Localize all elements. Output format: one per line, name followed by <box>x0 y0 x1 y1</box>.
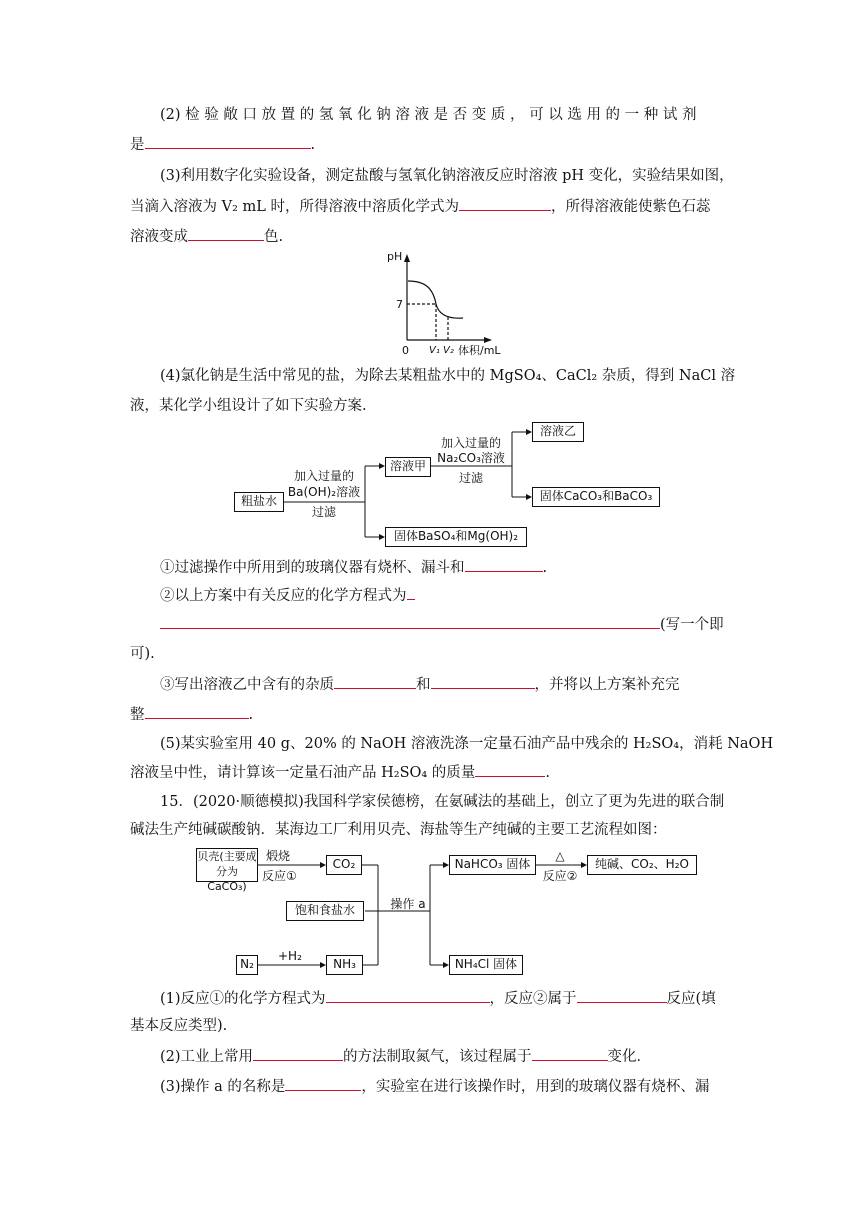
label-step2-c: 过滤 <box>458 471 483 485</box>
box-nahco3: NaHCO₃ 固体 <box>449 855 536 875</box>
q15-line2: 碱法生产纯碱碳酸钠．某海边工厂利用贝壳、海盐等生产纯碱的主要工艺流程如图： <box>130 822 667 838</box>
graph-v1: V₁ <box>429 345 440 356</box>
box-solution-jia: 溶液甲 <box>385 457 431 477</box>
q14-sub2-line2: (写一个即 <box>160 614 724 635</box>
label-heat-delta: △ <box>555 849 565 863</box>
answer-blank[interactable] <box>253 1046 343 1061</box>
q15-part3: (3)操作 a 的名称是 ，实验室在进行该操作时，用到的玻璃仪器有烧杯、漏 <box>160 1076 709 1097</box>
graph-y7: 7 <box>396 298 403 311</box>
box-product: 纯碱、CO₂、H₂O <box>587 855 697 875</box>
label-h2: +H₂ <box>278 949 302 963</box>
box-raw-brine: 粗盐水 <box>234 492 284 512</box>
answer-blank[interactable] <box>285 1076 361 1091</box>
q14-part3-line2: 当滴入溶液为 V₂ mL 时，所得溶液中溶质化学式为 ，所得溶液能使紫色石蕊 <box>130 196 711 217</box>
q15-part1-line2: 基本反应类型). <box>130 1018 228 1034</box>
q14-sub2: ②以上方案中有关反应的化学方程式为 <box>160 585 415 606</box>
box-nh4cl: NH₄Cl 固体 <box>449 955 523 975</box>
box-solid-1: 固体BaSO₄和Mg(OH)₂ <box>385 527 527 547</box>
label-step1-a: 加入过量的 <box>293 469 354 483</box>
box-solid-2: 固体CaCO₃和BaCO₃ <box>532 487 660 507</box>
label-step1-b: Ba(OH)₂溶液 <box>287 485 361 499</box>
q14-sub3-line2: 整 . <box>130 704 253 725</box>
box-nh3: NH₃ <box>326 955 363 975</box>
answer-blank[interactable] <box>577 988 667 1003</box>
label-reaction1: 反应① <box>262 869 297 883</box>
label-calcine: 煅烧 <box>266 849 291 863</box>
box-co2: CO₂ <box>326 855 362 875</box>
answer-blank[interactable] <box>326 988 490 1003</box>
label-reaction2: 反应② <box>542 869 578 883</box>
q14-sub3: ③写出溶液乙中含有的杂质 和 ，并将以上方案补充完 <box>160 674 680 695</box>
label-operation-a: 操作 a <box>390 897 426 911</box>
q14-part3-line1: (3)利用数字化实验设备，测定盐酸与氢氧化钠溶液反应时溶液 pH 变化，实验结果如图， <box>160 168 734 184</box>
q14-part2-line1: (2) 检 验 敞 口 放 置 的 氢 氧 化 钠 溶 液 是 否 变 质 ， 可 以 选 用 的 一 种 试 剂 <box>160 107 697 123</box>
graph-v2: V₂ <box>443 345 454 356</box>
q14-sub1: ①过滤操作中所用到的玻璃仪器有烧杯、漏斗和 . <box>160 557 547 578</box>
q14-sub2-line3: 可). <box>130 646 155 662</box>
graph-ylabel: pH <box>387 250 403 263</box>
q15-part2: (2)工业上常用 的方法制取氮气，该过程属于 变化． <box>160 1046 651 1067</box>
box-brine: 饱和食盐水 <box>286 901 364 921</box>
graph-origin: 0 <box>402 344 409 357</box>
q14-part5-line1: (5)某实验室用 40 g、20% 的 NaOH 溶液洗涤一定量石油产品中残余的 H₂SO₄，消耗 NaOH <box>160 736 774 752</box>
q14-part2-line2: 是 . <box>130 134 315 155</box>
label-step1-c: 过滤 <box>311 505 336 519</box>
label-step2-a: 加入过量的 <box>440 436 501 450</box>
q15-line1: 15．(2020·顺德模拟)我国科学家侯德榜，在氨碱法的基础上，创立了更为先进的联合制 <box>160 794 725 810</box>
box-n2: N₂ <box>236 955 258 975</box>
q14-part4-line2: 液，某化学小组设计了如下实验方案. <box>130 398 367 414</box>
q14-part3-line3: 溶液变成 色. <box>130 226 283 247</box>
q15-part1-line1: (1)反应①的化学方程式为 ，反应②属于 反应(填 <box>160 988 716 1009</box>
answer-blank[interactable] <box>532 1046 608 1061</box>
graph-xlabel: 体积/mL <box>458 344 501 357</box>
q14-part4-line1: (4)氯化钠是生活中常见的盐，为除去某粗盐水中的 MgSO₄、CaCl₂ 杂质，得到 NaCl 溶 <box>160 368 736 384</box>
box-solution-yi: 溶液乙 <box>532 422 584 442</box>
q14-part5-line2: 溶液呈中性，请计算该一定量石油产品 H₂SO₄ 的质量 . <box>130 762 550 783</box>
box-shell: 贝壳(主要成 分为CaCO₃) <box>197 850 257 893</box>
label-step2-b: Na₂CO₃溶液 <box>437 451 505 465</box>
